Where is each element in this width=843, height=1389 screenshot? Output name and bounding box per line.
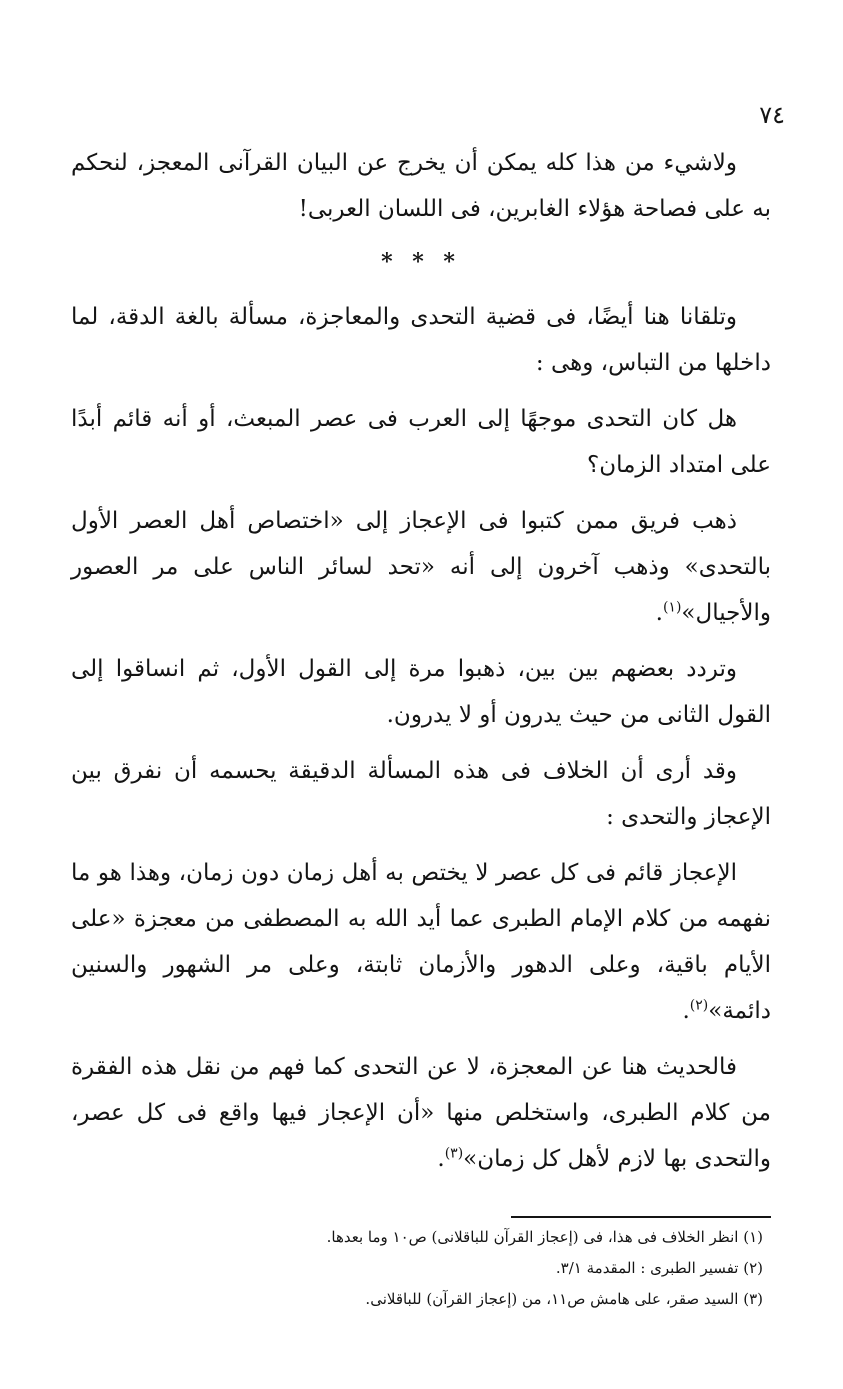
- paragraph-6: [71, 748, 771, 840]
- paragraph-1: [71, 140, 771, 232]
- footnotes: [71, 1222, 771, 1315]
- footnote-3: (٣) السيد صقر، على هامش ص١١، من (إعجاز القرآن) للباقلانى.: [365, 1290, 763, 1308]
- paragraph-3: [71, 396, 771, 488]
- footnote-divider: [511, 1216, 771, 1218]
- footnote-2: (٢) تفسير الطبرى : المقدمة ٣/١.: [555, 1259, 763, 1277]
- paragraph-6-text: وقد أرى أن الخلاف فى هذه المسألة الدقيقة يحسمه أن نفرق بين الإعجاز والتحدى :: [71, 758, 771, 830]
- paragraph-8-trail: .: [437, 1146, 445, 1172]
- paragraph-2-text: وتلقانا هنا أيضًا، فى قضية التحدى والمعاجزة، مسألة بالغة الدقة، لما داخلها من التباس، وهى :: [71, 304, 771, 376]
- body-text: [71, 140, 771, 1192]
- paragraph-4-trail: .: [655, 600, 663, 626]
- paragraph-3-text: هل كان التحدى موجهًا إلى العرب فى عصر المبعث، أو أنه قائم أبدًا على امتداد الزمان؟: [71, 406, 771, 478]
- paragraph-1-text: ولاشيء من هذا كله يمكن أن يخرج عن البيان القرآنى المعجز، لنحكم به على فصاحة هؤلاء الغابرين، فى اللسان العربى!: [71, 150, 771, 222]
- paragraph-4: [71, 498, 771, 636]
- footnote-ref-2[interactable]: (٢): [689, 997, 709, 1014]
- footnote-1: (١) انظر الخلاف فى هذا، فى (إعجاز القرآن للباقلانى) ص١٠ وما بعدها.: [326, 1228, 763, 1246]
- paragraph-4-text: ذهب فريق ممن كتبوا فى الإعجاز إلى «اختصاص أهل العصر الأول بالتحدى» وذهب آخرون إلى أنه «تحد لسائر الناس على مر العصور والأجيال»: [71, 508, 771, 626]
- paragraph-7-text: الإعجاز قائم فى كل عصر لا يختص به أهل زمان دون زمان، وهذا هو ما نفهمه من كلام الإمام الطبرى عما أيد الله به المصطفى من معجزة «على الأيام باقية، وعلى الدهور والأزمان ثابتة، وعلى مر الشهور والسنين دائمة»: [71, 860, 771, 1024]
- page-number: ٧٤: [759, 101, 785, 129]
- footnote-ref-3[interactable]: (٣): [444, 1145, 464, 1162]
- footnote-ref-1[interactable]: (١): [662, 599, 682, 616]
- paragraph-8: [71, 1044, 771, 1182]
- paragraph-8-text: فالحديث هنا عن المعجزة، لا عن التحدى كما فهم من نقل هذه الفقرة من كلام الطبرى، واستخلص منها «أن الإعجاز فيها واقع فى كل عصر، والتحدى بها لازم لأهل كل زمان»: [71, 1054, 771, 1172]
- paragraph-7-trail: .: [682, 998, 690, 1024]
- paragraph-7: [71, 850, 771, 1034]
- paragraph-2: [71, 294, 771, 386]
- paragraph-5-text: وتردد بعضهم بين بين، ذهبوا مرة إلى القول الأول، ثم انساقوا إلى القول الثانى من حيث يدرون أو لا يدرون.: [71, 656, 771, 728]
- section-separator: * * *: [381, 249, 461, 275]
- paragraph-5: [71, 646, 771, 738]
